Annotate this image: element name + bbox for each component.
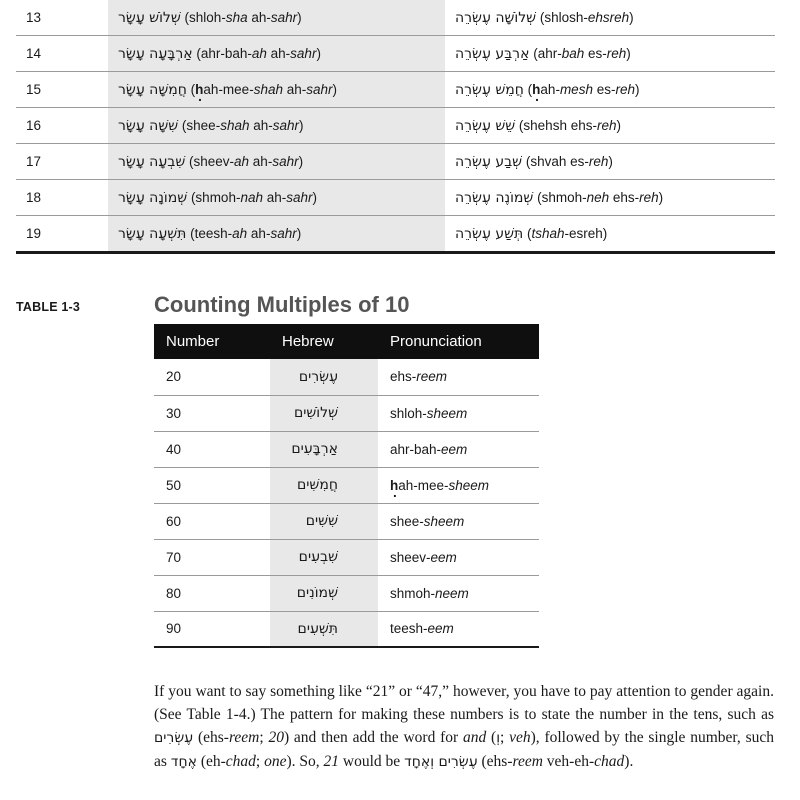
table-row — [16, 216, 775, 253]
numbers-teens-table — [16, 0, 775, 254]
column-header-number: Number — [154, 324, 270, 359]
number-cell: 30 — [154, 395, 270, 431]
body-paragraph — [154, 680, 774, 774]
feminine-cell — [445, 36, 775, 72]
pronunciation: (ahr-bah es-reh) — [533, 45, 631, 61]
pronunciation: (h .ah-mesh es-reh) — [528, 82, 640, 97]
pronunciation: (shmoh-neh ehs-reh) — [537, 189, 664, 205]
table-row — [16, 36, 775, 72]
masculine-cell — [108, 0, 445, 36]
table-row — [154, 395, 539, 431]
pronunciation: (shlosh-ehsreh) — [539, 9, 634, 25]
feminine-cell — [445, 72, 775, 108]
table-row — [154, 503, 539, 539]
table-row — [154, 431, 539, 467]
pronunciation: (teesh-ah ah-sahr) — [190, 225, 302, 241]
hebrew-cell: שְׁלוֹשִׁים — [270, 395, 378, 431]
table-row — [154, 539, 539, 575]
feminine-cell — [445, 144, 775, 180]
paragraph-text: If you want to say something like “21” or “47,” however, you have to pay attention to gender again. (See Table 1-4.) The pattern for making these numbers is to state the number in the tens, such as עֶשְׂרִים (ehs-reem; 20) and then add the word for and (וְ; veh), followed by the single number, such as אֶחָד (eh-chad; one). So, 21 would be עֶשְׂרִים וְאֶחָד (ehs-reem veh-eh-chad). — [154, 683, 774, 770]
number-cell: 80 — [154, 575, 270, 611]
number-cell: 40 — [154, 431, 270, 467]
pronunciation-cell: ahr-bah-eem — [378, 431, 539, 467]
number-cell: 15 — [16, 72, 108, 108]
hebrew-text: שֵׁשׁ עֶשְׂרֵה — [455, 117, 516, 134]
table-row — [154, 575, 539, 611]
table-header-row — [154, 324, 539, 359]
hebrew-text: שְׁמוֹנֶה עֶשְׂרֵה — [455, 189, 534, 206]
hebrew-text: תִּשְׁעָה עָשָׂר — [118, 225, 187, 242]
pronunciation: (shmoh-nah ah-sahr) — [190, 189, 318, 205]
pronunciation-cell: h .ah-mee-sheem — [378, 467, 539, 503]
table-row — [154, 467, 539, 503]
table-row — [16, 144, 775, 180]
pronunciation: (shehsh ehs-reh) — [518, 117, 621, 133]
masculine-cell — [108, 72, 445, 108]
column-header-hebrew: Hebrew — [270, 324, 378, 359]
table-row — [154, 611, 539, 647]
number-cell: 90 — [154, 611, 270, 647]
hebrew-text: שִׁשָּׁה עָשָׂר — [118, 117, 179, 134]
hebrew-text: אַרְבָּעָה עָשָׂר — [118, 45, 193, 62]
multiples-of-ten-table — [154, 324, 539, 648]
hebrew-text: חֲמֵשׁ עֶשְׂרֵה — [455, 81, 524, 98]
number-cell: 13 — [16, 0, 108, 36]
pronunciation: (ahr-bah-ah ah-sahr) — [196, 45, 321, 61]
number-cell: 17 — [16, 144, 108, 180]
table-title: Counting Multiples of 10 — [154, 292, 410, 317]
hebrew-text: שְׁלוֹשָׁה עֶשְׂרֵה — [455, 9, 537, 26]
pronunciation-cell: teesh-eem — [378, 611, 539, 647]
hebrew-cell: תִּשְׁעִים — [270, 611, 378, 647]
table-row — [154, 359, 539, 395]
table-row — [16, 72, 775, 108]
pronunciation: (sheev-ah ah-sahr) — [189, 153, 304, 169]
masculine-cell — [108, 180, 445, 216]
hebrew-cell: אַרְבָּעִים — [270, 431, 378, 467]
number-cell: 16 — [16, 108, 108, 144]
hebrew-text: שְׁמוֹנָה עָשָׂר — [118, 189, 188, 206]
pronunciation-cell: sheev-eem — [378, 539, 539, 575]
hebrew-cell: חֲמִשִּׁים — [270, 467, 378, 503]
number-cell: 18 — [16, 180, 108, 216]
table-row — [16, 108, 775, 144]
table-row — [16, 180, 775, 216]
feminine-cell — [445, 0, 775, 36]
pronunciation: (h .ah-mee-shah ah-sahr) — [191, 82, 337, 97]
hebrew-text: חֲמִשָּׁה עָשָׂר — [118, 81, 187, 98]
hebrew-cell: שִׁבְעִים — [270, 539, 378, 575]
hebrew-cell: שְׁמוֹנִים — [270, 575, 378, 611]
pronunciation: (shvah es-reh) — [525, 153, 613, 169]
masculine-cell — [108, 144, 445, 180]
column-header-pronunciation: Pronunciation — [378, 324, 539, 359]
feminine-cell — [445, 108, 775, 144]
hebrew-text: שְׁבַע עֶשְׂרֵה — [455, 153, 523, 170]
feminine-cell — [445, 216, 775, 253]
masculine-cell — [108, 36, 445, 72]
hebrew-text: שְׁלוֹשׁ עָשָׂר — [118, 9, 181, 26]
number-cell: 60 — [154, 503, 270, 539]
masculine-cell — [108, 216, 445, 253]
number-cell: 14 — [16, 36, 108, 72]
number-cell: 70 — [154, 539, 270, 575]
table-label: TABLE 1-3 — [16, 300, 81, 314]
pronunciation-cell: shmoh-neem — [378, 575, 539, 611]
hebrew-text: תְּשַׁע עֶשְׂרֵה — [455, 225, 524, 242]
table-row — [16, 0, 775, 36]
hebrew-cell: עֶשְׂרִים — [270, 359, 378, 395]
hebrew-text: שִׁבְעָה עָשָׂר — [118, 153, 186, 170]
pronunciation: (tshah-esreh) — [526, 225, 608, 241]
hebrew-cell: שִׁשִּׁים — [270, 503, 378, 539]
number-cell: 19 — [16, 216, 108, 253]
pronunciation: (shloh-sha ah-sahr) — [184, 9, 302, 25]
pronunciation-cell: shee-sheem — [378, 503, 539, 539]
pronunciation: (shee-shah ah-sahr) — [181, 117, 304, 133]
pronunciation-cell: shloh-sheem — [378, 395, 539, 431]
pronunciation-cell: ehs-reem — [378, 359, 539, 395]
masculine-cell — [108, 108, 445, 144]
number-cell: 20 — [154, 359, 270, 395]
feminine-cell — [445, 180, 775, 216]
number-cell: 50 — [154, 467, 270, 503]
hebrew-text: אַרְבַּע עֶשְׂרֵה — [455, 45, 530, 62]
